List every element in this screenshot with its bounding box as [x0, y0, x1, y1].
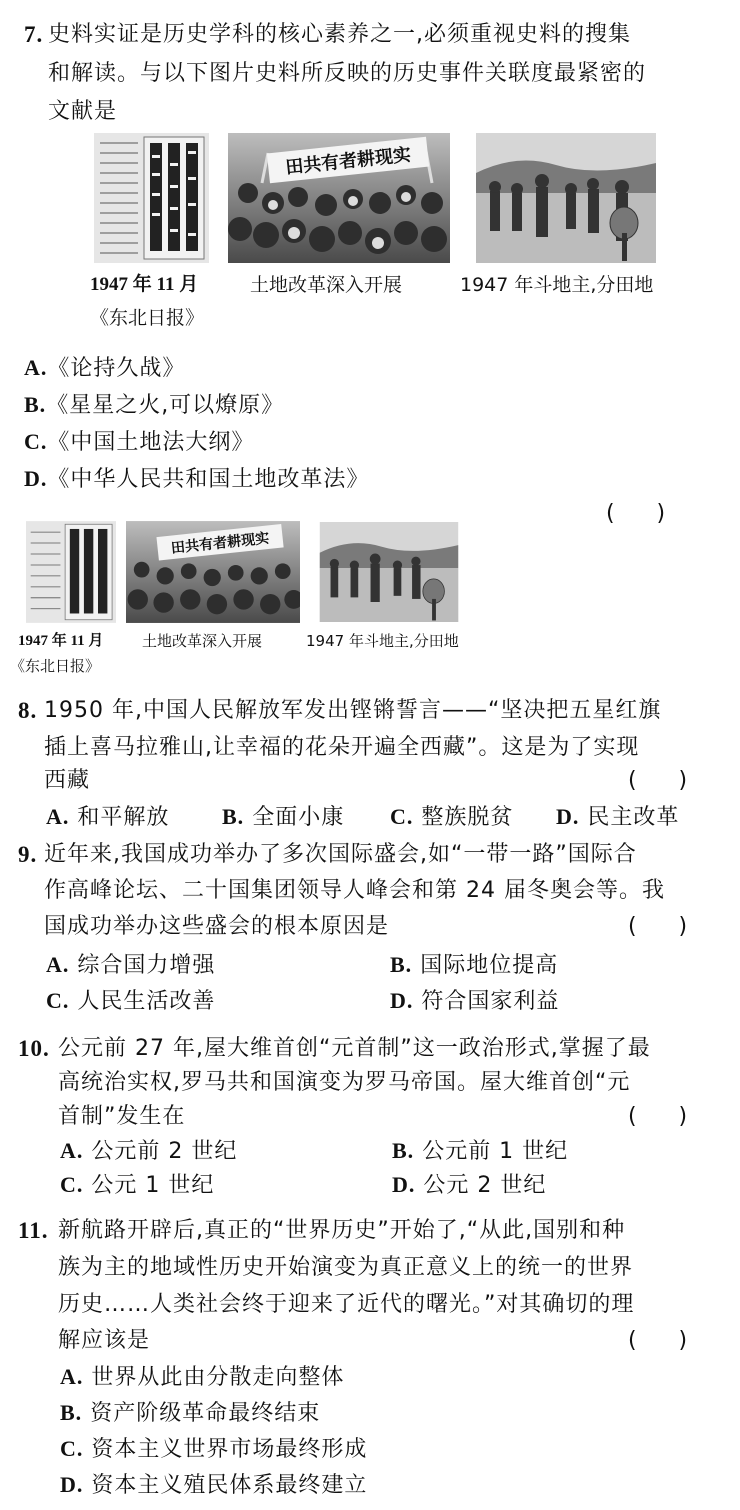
- option-a[interactable]: A. 综合国力增强: [46, 952, 216, 978]
- option-b[interactable]: B.《星星之火,可以燎原》: [24, 392, 285, 418]
- question-text-line: 西藏: [44, 768, 91, 793]
- answer-parentheses[interactable]: ( ): [628, 914, 688, 939]
- newspaper-date-caption-small: 1947 年 11 月: [18, 633, 104, 649]
- question-number: 9.: [18, 842, 38, 867]
- answer-parentheses[interactable]: ( ): [628, 1104, 688, 1129]
- question-text-line: 1950 年,中国人民解放军发出铿锵誓言——“坚决把五星红旗: [44, 698, 662, 723]
- question-number: 8.: [18, 698, 38, 723]
- option-d[interactable]: D. 民主改革: [556, 804, 680, 830]
- newspaper-photo-small: [26, 520, 116, 624]
- landlord-caption-small: 1947 年斗地主,分田地: [306, 632, 459, 650]
- option-b[interactable]: B. 资产阶级革命最终结束: [60, 1400, 321, 1426]
- option-d[interactable]: D.《中华人民共和国土地改革法》: [24, 466, 370, 492]
- option-c[interactable]: C.《中国土地法大纲》: [24, 429, 255, 455]
- landlord-caption: 1947 年斗地主,分田地: [460, 274, 654, 296]
- question-number: 10.: [18, 1036, 50, 1061]
- option-b[interactable]: B. 国际地位提高: [390, 952, 559, 978]
- option-c[interactable]: C. 公元 1 世纪: [60, 1172, 215, 1198]
- question-text-line: 解应该是: [58, 1328, 151, 1353]
- question-number: 7.: [24, 22, 44, 47]
- option-d[interactable]: D. 公元 2 世纪: [392, 1172, 547, 1198]
- option-a[interactable]: A. 公元前 2 世纪: [60, 1138, 238, 1164]
- question-text-line: 和解读。与以下图片史料所反映的历史事件关联度最紧密的: [48, 61, 647, 86]
- question-text-line: 高统治实权,罗马共和国演变为罗马帝国。屋大维首创“元: [58, 1070, 631, 1095]
- question-text-line: 首制”发生在: [58, 1104, 186, 1129]
- option-a[interactable]: A. 世界从此由分散走向整体: [60, 1364, 345, 1390]
- land-reform-crowd-photo-small: [126, 520, 300, 624]
- answer-parentheses[interactable]: ( ): [606, 501, 666, 526]
- option-a[interactable]: A. 和平解放: [46, 804, 170, 830]
- newspaper-name-caption-small: 《东北日报》: [10, 657, 101, 675]
- option-d[interactable]: D. 符合国家利益: [390, 988, 560, 1014]
- banner-text: 田共有者耕现实: [284, 144, 412, 179]
- struggle-landlord-photo: [476, 133, 656, 263]
- newspaper-name-caption: 《东北日报》: [90, 307, 205, 329]
- option-a[interactable]: A.《论持久战》: [24, 355, 186, 381]
- newspaper-photo: [94, 133, 209, 263]
- option-b[interactable]: B. 全面小康: [222, 804, 345, 830]
- question-text-line: 新航路开辟后,真正的“世界历史”开始了,“从此,国别和种: [58, 1218, 626, 1243]
- question-text-line: 历史……人类社会终于迎来了近代的曙光。”对其确切的理: [58, 1292, 635, 1317]
- question-text-line: 公元前 27 年,屋大维首创“元首制”这一政治形式,掌握了最: [58, 1036, 651, 1061]
- question-text-line: 近年来,我国成功举办了多次国际盛会,如“一带一路”国际合: [44, 842, 637, 867]
- reform-caption-small: 土地改革深入开展: [142, 632, 263, 650]
- question-text-line: 国成功举办这些盛会的根本原因是: [44, 914, 390, 939]
- question-text-line: 作高峰论坛、二十国集团领导人峰会和第 24 届冬奥会等。我: [44, 878, 665, 903]
- answer-parentheses[interactable]: ( ): [628, 1328, 688, 1353]
- question-text-line: 插上喜马拉雅山,让幸福的花朵开遍全西藏”。这是为了实现: [44, 735, 640, 760]
- land-reform-crowd-photo: [228, 133, 450, 263]
- banner-text-small: 田共有者耕现实: [170, 530, 271, 557]
- question-text-line: 史料实证是历史学科的核心素养之一,必须重视史料的搜集: [48, 22, 631, 47]
- option-b[interactable]: B. 公元前 1 世纪: [392, 1138, 569, 1164]
- reform-caption: 土地改革深入开展: [250, 274, 403, 296]
- answer-parentheses[interactable]: ( ): [628, 768, 688, 793]
- option-c[interactable]: C. 资本主义世界市场最终形成: [60, 1436, 368, 1462]
- question-number: 11.: [18, 1218, 49, 1243]
- option-c[interactable]: C. 人民生活改善: [46, 988, 216, 1014]
- newspaper-date-caption: 1947 年 11 月: [90, 274, 199, 295]
- question-text-line: 族为主的地域性历史开始演变为真正意义上的统一的世界: [58, 1255, 634, 1280]
- option-c[interactable]: C. 整族脱贫: [390, 804, 514, 830]
- option-d[interactable]: D. 资本主义殖民体系最终建立: [60, 1472, 368, 1498]
- question-text-line: 文献是: [48, 99, 118, 124]
- struggle-landlord-photo-small: [318, 522, 460, 622]
